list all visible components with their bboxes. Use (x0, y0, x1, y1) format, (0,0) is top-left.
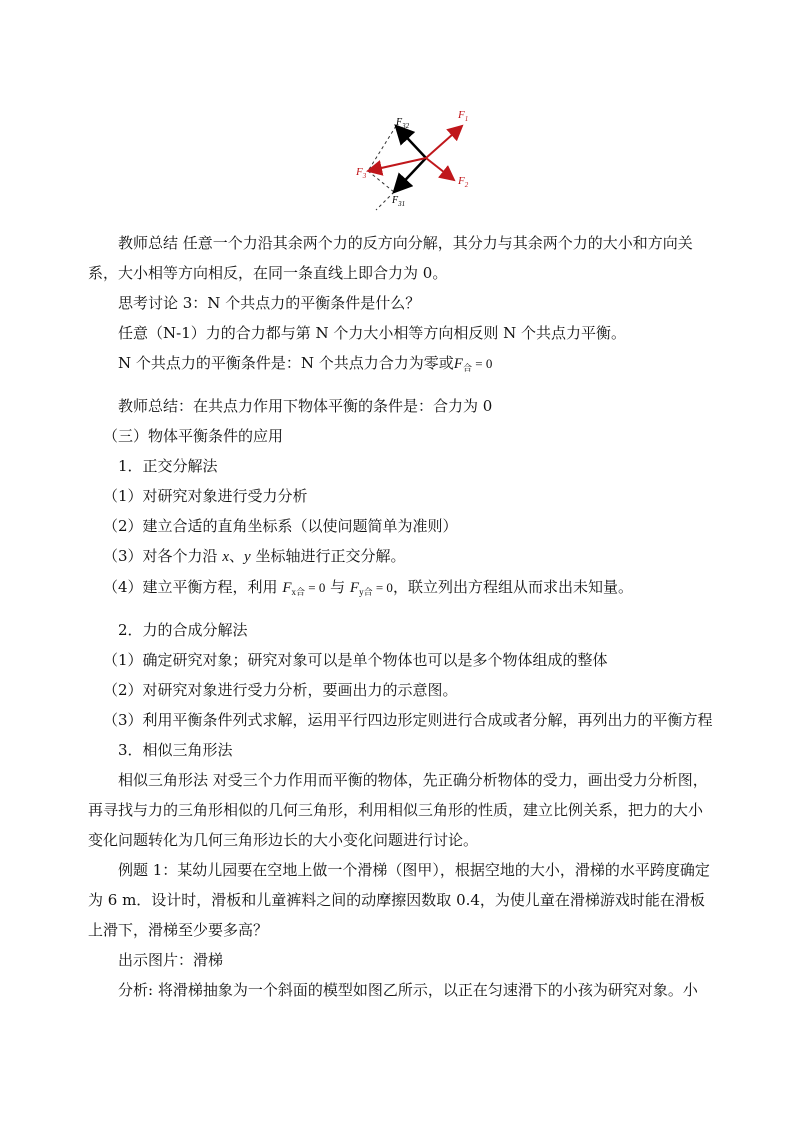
step-1-4: （4）建立平衡方程，利用 $F_{x合} = 0$ 与 $F_{y合} = 0$，联立列出方程组从而求出未知量。 (103, 578, 633, 597)
step-1-3: （3）对各个力沿 x、y 坐标轴进行正交分解。 (103, 547, 406, 565)
method-heading-1: 1．正交分解法 (118, 457, 218, 475)
arrow-f1 (426, 126, 462, 158)
step-2-1: （1）确定研究对象；研究对象可以是单个物体也可以是多个物体组成的整体 (103, 651, 608, 669)
paragraph-n-minus-1: 任意（N-1）力的合力都与第 N 个力大小相等方向相反则 N 个共点力平衡。 (118, 324, 627, 342)
equation-f-net: $F_合 = 0$ (453, 356, 493, 373)
step-2-3: （3）利用平衡条件列式求解，运用平行四边形定则进行合成或者分解，再列出力的平衡方程 (103, 711, 713, 729)
paragraph-teacher-summary-1: 教师总结 任意一个力沿其余两个力的反方向分解，其分力与其余两个力的大小和方向关系，大小相等方向相反，在同一条直线上即合力为 0。 (88, 234, 693, 282)
method-heading-2: 2．力的合成分解法 (118, 621, 248, 639)
equation-fy: $F_{y合} = 0$ (349, 580, 393, 597)
step-1-2: （2）建立合适的直角坐标系（以使问题简单为准则） (103, 517, 458, 535)
force-decomposition-figure (350, 106, 480, 216)
label-f3: $F_3$ (356, 166, 367, 180)
dashed-line-lower (368, 171, 394, 192)
equilibrium-text: N 个共点力的平衡条件是：N 个共点力合力为零或 (118, 354, 454, 372)
method-heading-3: 3．相似三角形法 (118, 741, 233, 759)
dashed-line-upper (368, 126, 396, 171)
section-heading-3: （三）物体平衡条件的应用 (103, 427, 284, 445)
paragraph-teacher-summary-2: 教师总结：在共点力作用下物体平衡的条件是：合力为 0 (118, 397, 493, 415)
label-f31: $F_{31}$ (392, 195, 406, 208)
label-f1: $F_1$ (458, 109, 469, 123)
step-2-2: （2）对研究对象进行受力分析，要画出力的示意图。 (103, 681, 458, 699)
equation-fx: $F_{x合} = 0$ (282, 580, 326, 597)
step-1-1: （1）对研究对象进行受力分析 (103, 487, 308, 505)
paragraph-equilibrium-condition (88, 348, 714, 383)
paragraph-similar-triangles: 相似三角形法 对受三个力作用而平衡的物体，先正确分析物体的受力，画出受力分析图，再寻找与力的三角形相似的几何三角形，利用相似三角形的性质，建立比例关系，把力的大小变化问题转化为几何三角形边长的大小变化问题进行讨论。 (88, 771, 708, 849)
paragraph-example-1: 例题 1：某幼儿园要在空地上做一个滑梯（图甲），根据空地的大小，滑梯的水平跨度确定为 6 m．设计时，滑板和儿童裤料之间的动摩擦因数取 0.4，为使儿童在滑梯游戏时能在滑板上滑下，滑梯至少要多高？ (88, 861, 710, 939)
arrow-f32 (396, 126, 426, 158)
paragraph-analysis: 分析: 将滑梯抽象为一个斜面的模型如图乙所示，以正在匀速滑下的小孩为研究对象。小 (118, 981, 698, 999)
arrow-f2 (426, 158, 454, 180)
paragraph-discussion-3: 思考讨论 3：N 个共点力的平衡条件是什么？ (118, 294, 421, 312)
paragraph-show-picture: 出示图片：滑梯 (118, 951, 224, 969)
document-body (88, 228, 714, 1005)
label-f32: $F_{32}$ (396, 117, 410, 130)
force-diagram (350, 106, 480, 216)
label-f2: $F_2$ (458, 175, 469, 189)
